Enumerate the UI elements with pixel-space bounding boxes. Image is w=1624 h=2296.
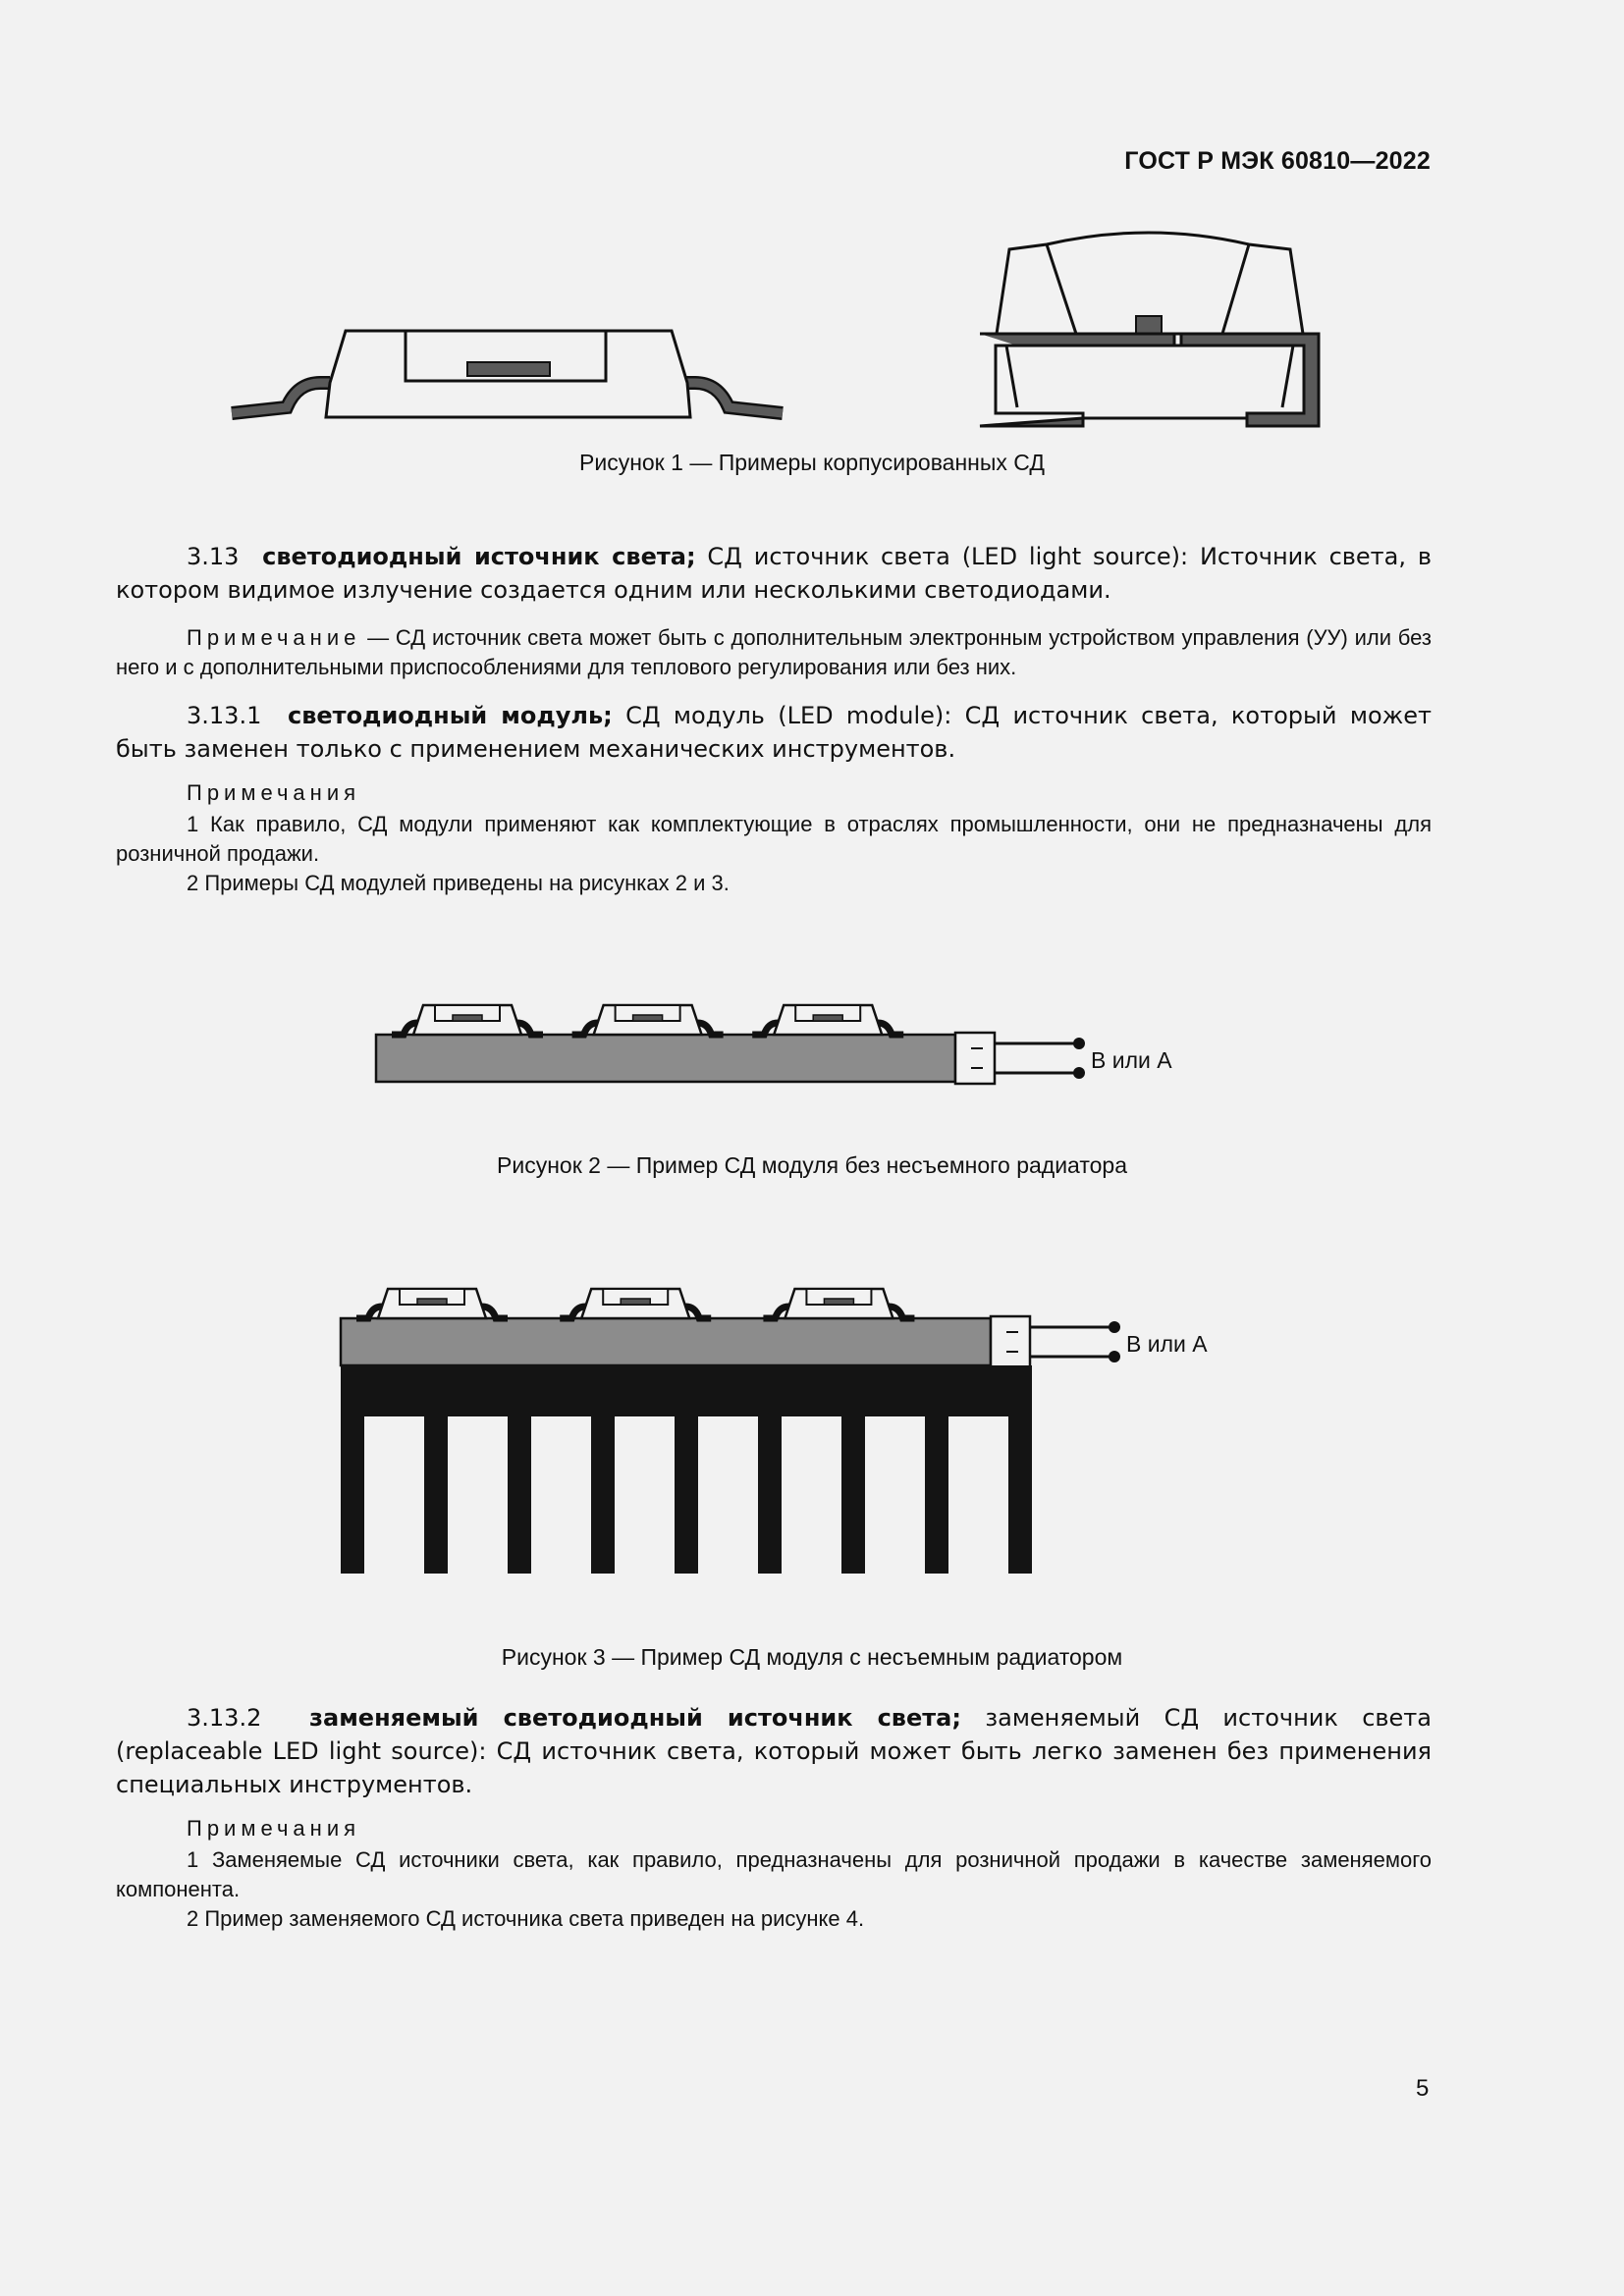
notes-label: Примечания (187, 1816, 361, 1841)
term-bold: светодиодный модуль; (287, 702, 613, 729)
heatsink-base (341, 1365, 1032, 1416)
page-number: 5 (1416, 2075, 1430, 2102)
heatsink-fin (758, 1415, 782, 1574)
heatsink-fin (591, 1415, 615, 1574)
heatsink-fin (424, 1415, 448, 1574)
wire-terminal (1109, 1321, 1120, 1333)
section-number: 3.13 (187, 543, 240, 570)
heatsink-fin (1008, 1415, 1032, 1574)
document-header: ГОСТ Р МЭК 60810—2022 (1124, 147, 1431, 175)
figure3-caption: Рисунок 3 — Пример СД модуля с несъемным радиатором (501, 1644, 1123, 1670)
term-bold: заменяемый светодиодный источник света; (309, 1704, 961, 1732)
led-chip (356, 1289, 508, 1318)
note-item-text: 1 Заменяемые СД источники света, как правило, предназначены для розничной продажи в качестве заменяемого компонента. (116, 1847, 1432, 1901)
note-item-text: 2 Примеры СД модулей приведены на рисунках 2 и 3. (187, 871, 730, 895)
term-definition: заменяемый СД источник света (replaceable LED light source): СД источник света, который может быть легко заменен без применения специальных инструментов. (116, 1704, 1432, 1798)
heatsink-fin (841, 1415, 865, 1574)
term-definition: СД источник света (LED light source): Источник света, в котором видимое излучение создается одним или несколькими светодиодами. (116, 543, 1432, 604)
heatsink-fin (675, 1415, 698, 1574)
wire-terminal (1109, 1351, 1120, 1362)
connector (991, 1316, 1030, 1367)
note-item (116, 1904, 1432, 1934)
note-label: Примечание (187, 625, 361, 650)
term-bold: светодиодный источник света; (262, 543, 696, 570)
figure2-caption: Рисунок 2 — Пример СД модуля без несъемного радиатора (497, 1152, 1127, 1178)
section-number: 3.13.2 (187, 1704, 262, 1732)
note-item-text: 1 Как правило, СД модули применяют как комплектующие в отраслях промышленности, они не предназначены для розничной продажи. (116, 812, 1432, 866)
led-chip (560, 1289, 711, 1318)
wire-label: В или А (1091, 1047, 1172, 1073)
term-definition: СД модуль (LED module): СД источник света, который может быть заменен только с применением механических инструментов. (116, 702, 1432, 763)
heatsink-fin (508, 1415, 531, 1574)
heatsink-fin (341, 1415, 364, 1574)
heatsink-fin (925, 1415, 948, 1574)
led-chip (763, 1289, 914, 1318)
notes-label: Примечания (187, 780, 361, 805)
section-3-13-2-paragraph (116, 1701, 1432, 1801)
wire-label: В или А (1126, 1331, 1208, 1357)
note-text: — СД источник света может быть с дополнительным электронным устройством управления (УУ) или без него и с дополнительными приспособлениями для теплового регулирования или без них. (116, 625, 1432, 679)
figure1-caption: Рисунок 1 — Примеры корпусированных СД (579, 450, 1045, 475)
note-item-text: 2 Пример заменяемого СД источника света приведен на рисунке 4. (187, 1906, 865, 1931)
module-board (341, 1318, 991, 1365)
note-item (116, 1845, 1432, 1904)
section-number: 3.13.1 (187, 702, 262, 729)
